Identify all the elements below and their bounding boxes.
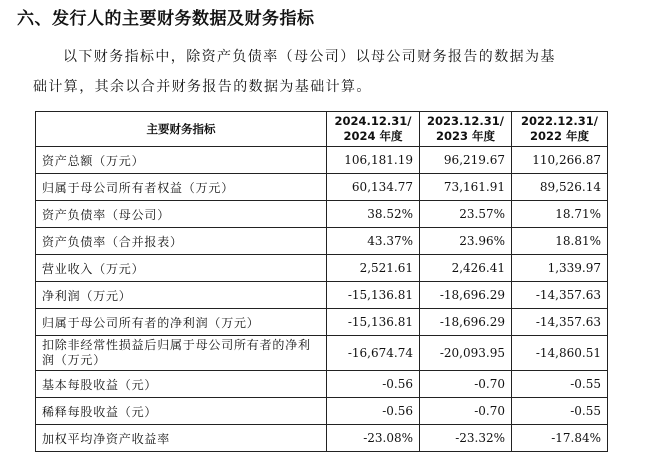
header-2022: [512, 112, 608, 147]
value-2024: -23.08%: [327, 425, 420, 452]
header-2023: [420, 112, 512, 147]
value-2023: 2,426.41: [420, 255, 512, 282]
header-2022-line1: 2022.12.31/: [521, 114, 598, 128]
header-2024: [327, 112, 420, 147]
table-row: [36, 282, 608, 309]
table-row: [36, 336, 608, 371]
header-2024-line2: 2024 年度: [343, 129, 403, 143]
header-2023-line1: 2023.12.31/: [427, 114, 504, 128]
value-2023: 23.96%: [420, 228, 512, 255]
table-row: [36, 147, 608, 174]
financial-indicators-table: [35, 111, 608, 452]
table-header-row: [36, 112, 608, 147]
value-2024: 60,134.77: [327, 174, 420, 201]
value-2022: 18.71%: [512, 201, 608, 228]
value-2024: 2,521.61: [327, 255, 420, 282]
header-2024-line1: 2024.12.31/: [334, 114, 412, 128]
value-2023: 96,219.67: [420, 147, 512, 174]
value-2022: -14,860.51: [512, 336, 608, 371]
table-row: [36, 228, 608, 255]
row-label: 扣除非经常性损益后归属于母公司所有者的净利润（万元）: [36, 336, 327, 371]
row-label: 归属于母公司所有者权益（万元）: [36, 174, 327, 201]
paragraph-line-2: 础计算，其余以合并财务报告的数据为基础计算。: [33, 79, 372, 95]
section-heading: 六、发行人的主要财务数据及财务指标: [17, 9, 315, 29]
row-label: 资产负债率（合并报表）: [36, 228, 327, 255]
value-2022: 110,266.87: [512, 147, 608, 174]
value-2023: -18,696.29: [420, 309, 512, 336]
row-label: 基本每股收益（元）: [36, 371, 327, 398]
table-row: [36, 371, 608, 398]
value-2024: -15,136.81: [327, 282, 420, 309]
value-2023: -0.70: [420, 398, 512, 425]
intro-paragraph: [33, 42, 633, 102]
value-2023: 23.57%: [420, 201, 512, 228]
value-2022: -17.84%: [512, 425, 608, 452]
row-label: 资产总额（万元）: [36, 147, 327, 174]
table-row: [36, 425, 608, 452]
value-2022: 18.81%: [512, 228, 608, 255]
value-2024: -16,674.74: [327, 336, 420, 371]
value-2024: -0.56: [327, 398, 420, 425]
value-2022: 89,526.14: [512, 174, 608, 201]
value-2023: -20,093.95: [420, 336, 512, 371]
table-row: [36, 398, 608, 425]
row-label: 净利润（万元）: [36, 282, 327, 309]
value-2023: 73,161.91: [420, 174, 512, 201]
row-label: 营业收入（万元）: [36, 255, 327, 282]
value-2024: -0.56: [327, 371, 420, 398]
row-label: 归属于母公司所有者的净利润（万元）: [36, 309, 327, 336]
paragraph-line-1: 以下财务指标中，除资产负债率（母公司）以母公司财务报告的数据为基: [63, 49, 556, 65]
row-label: 资产负债率（母公司）: [36, 201, 327, 228]
value-2024: 106,181.19: [327, 147, 420, 174]
value-2022: 1,339.97: [512, 255, 608, 282]
header-2022-line2: 2022 年度: [529, 129, 589, 143]
table-row: [36, 255, 608, 282]
value-2023: -23.32%: [420, 425, 512, 452]
value-2022: -14,357.63: [512, 282, 608, 309]
row-label: 加权平均净资产收益率: [36, 425, 327, 452]
value-2024: -15,136.81: [327, 309, 420, 336]
header-2023-line2: 2023 年度: [435, 129, 495, 143]
table-row: [36, 174, 608, 201]
value-2024: 43.37%: [327, 228, 420, 255]
value-2022: -14,357.63: [512, 309, 608, 336]
table-row: [36, 201, 608, 228]
value-2022: -0.55: [512, 398, 608, 425]
header-indicator-name: 主要财务指标: [36, 112, 327, 147]
row-label: 稀释每股收益（元）: [36, 398, 327, 425]
value-2023: -0.70: [420, 371, 512, 398]
value-2023: -18,696.29: [420, 282, 512, 309]
table-row: [36, 309, 608, 336]
value-2024: 38.52%: [327, 201, 420, 228]
value-2022: -0.55: [512, 371, 608, 398]
